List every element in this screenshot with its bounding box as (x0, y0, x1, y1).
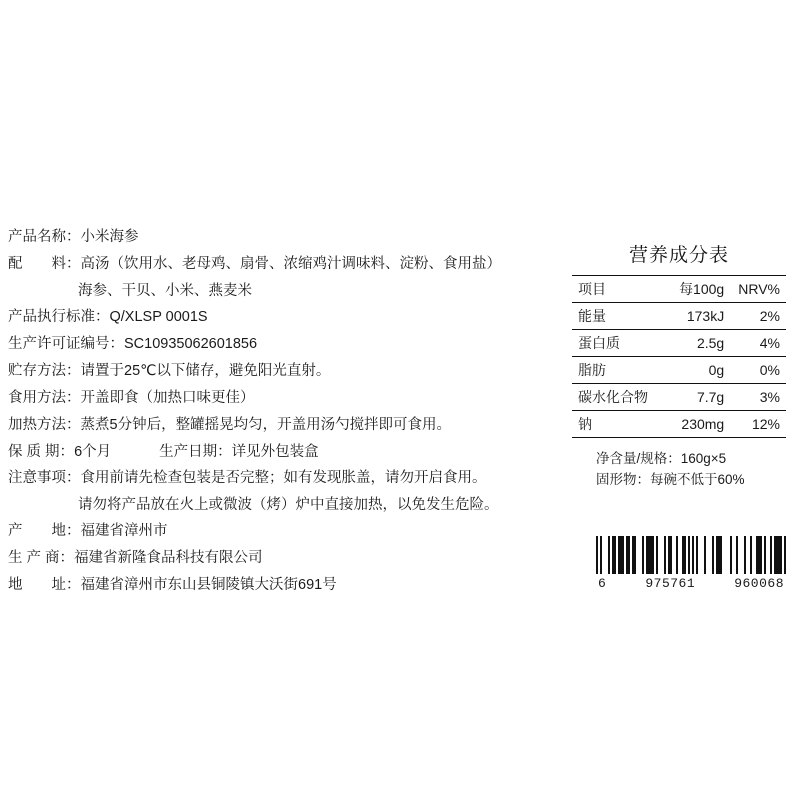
nutrition-nrv-protein: 4% (734, 330, 786, 357)
nutrition-item-protein: 蛋白质 (572, 330, 657, 357)
value-notice-line2: 请勿将产品放在火上或微波（烤）炉中直接加热，以免发生危险。 (78, 497, 499, 513)
net-weight-row (596, 448, 792, 469)
nutrition-value-protein: 2.5g (657, 330, 734, 357)
info-row-shelf-life (8, 439, 568, 465)
label-manufacturer: 生 产 商： (8, 550, 75, 566)
value-net-weight: 160g×5 (680, 451, 727, 466)
info-row-heating (8, 412, 568, 438)
nutrition-value-sodium: 230mg (657, 411, 734, 438)
barcode-digits (596, 576, 786, 591)
label-ingredients: 配 料： (8, 256, 81, 272)
value-storage: 请置于25℃以下储存，避免阳光直射。 (80, 363, 331, 379)
value-standard: Q/XLSP 0001S (109, 309, 208, 325)
value-heating: 蒸煮5分钟后，整罐摇晃均匀，开盖用汤勺搅拌即可食用。 (80, 417, 452, 433)
net-weight-block (566, 448, 792, 490)
nutrition-table-head (572, 276, 786, 303)
nutrition-item-fat: 脂肪 (572, 357, 657, 384)
info-row-product-name (8, 224, 568, 250)
table-row (572, 330, 786, 357)
nutrition-item-carbohydrate: 碳水化合物 (572, 384, 657, 411)
nutrition-header-per100g: 每100g (657, 276, 734, 303)
info-row-address (8, 572, 568, 598)
nutrition-nrv-fat: 0% (734, 357, 786, 384)
barcode-group-2: 960068 (734, 576, 784, 591)
table-row (572, 411, 786, 438)
solid-content-row (596, 469, 792, 490)
nutrition-header-nrv: NRV% (734, 276, 786, 303)
nutrition-header-item: 项目 (572, 276, 657, 303)
table-row (572, 384, 786, 411)
info-row-standard (8, 304, 568, 330)
label-production-date: 生产日期： (159, 444, 232, 460)
product-info-block (8, 224, 568, 599)
value-notice-line1: 食用前请先检查包装是否完整；如有发现胀盖，请勿开启食用。 (80, 470, 487, 486)
label-origin: 产 地： (8, 523, 81, 539)
info-row-serving (8, 385, 568, 411)
nutrition-value-carbohydrate: 7.7g (657, 384, 734, 411)
nutrition-value-energy: 173kJ (657, 303, 734, 330)
value-serving: 开盖即食（加热口味更佳） (80, 390, 255, 406)
label-heating: 加热方法： (8, 417, 81, 433)
info-row-origin (8, 518, 568, 544)
value-license: SC10935062601856 (124, 336, 258, 352)
label-address: 地 址： (8, 577, 81, 593)
table-row (572, 303, 786, 330)
info-row-manufacturer (8, 545, 568, 571)
label-solid-content: 固形物： (596, 472, 650, 487)
nutrition-item-sodium: 钠 (572, 411, 657, 438)
label-standard: 产品执行标准： (8, 309, 110, 325)
nutrition-table (572, 275, 786, 438)
nutrition-nrv-sodium: 12% (734, 411, 786, 438)
value-ingredients: 高汤（饮用水、老母鸡、扇骨、浓缩鸡汁调味料、淀粉、食用盐） (80, 256, 501, 272)
barcode-bars (596, 536, 786, 574)
table-row (572, 357, 786, 384)
value-origin: 福建省漳州市 (80, 523, 168, 539)
nutrition-title: 营养成分表 (628, 245, 729, 266)
value-address: 福建省漳州市东山县铜陵镇大沃街691号 (80, 577, 337, 593)
nutrition-header-row (572, 276, 786, 303)
nutrition-nrv-carbohydrate: 3% (734, 384, 786, 411)
value-product-name: 小米海参 (80, 229, 139, 245)
info-row-license (8, 331, 568, 357)
value-production-date: 详见外包装盒 (231, 444, 319, 460)
label-net-weight: 净含量/规格： (596, 451, 681, 466)
barcode-left-digit: 6 (598, 576, 607, 591)
barcode (596, 536, 786, 591)
label-product-name: 产品名称： (8, 229, 81, 245)
label-notice: 注意事项： (8, 470, 81, 486)
value-ingredients-continued: 海参、干贝、小米、燕麦米 (78, 283, 252, 299)
nutrition-value-fat: 0g (657, 357, 734, 384)
info-row-storage (8, 358, 568, 384)
value-shelf-life: 6个月 (74, 444, 112, 460)
barcode-group-1: 975761 (645, 576, 696, 591)
label-storage: 贮存方法： (8, 363, 81, 379)
info-row-ingredients (8, 251, 568, 277)
nutrition-item-energy: 能量 (572, 303, 657, 330)
info-row-notice (8, 465, 568, 491)
label-serving: 食用方法： (8, 390, 81, 406)
barcode-bar (784, 536, 786, 574)
value-solid-content: 每碗不低于60% (650, 472, 745, 487)
nutrition-nrv-energy: 2% (734, 303, 786, 330)
label-shelf-life: 保 质 期： (8, 444, 75, 460)
nutrition-table-body (572, 303, 786, 438)
value-manufacturer: 福建省新隆食品科技有限公司 (74, 550, 263, 566)
nutrition-facts-panel (566, 240, 792, 490)
label-license: 生产许可证编号： (8, 336, 124, 352)
